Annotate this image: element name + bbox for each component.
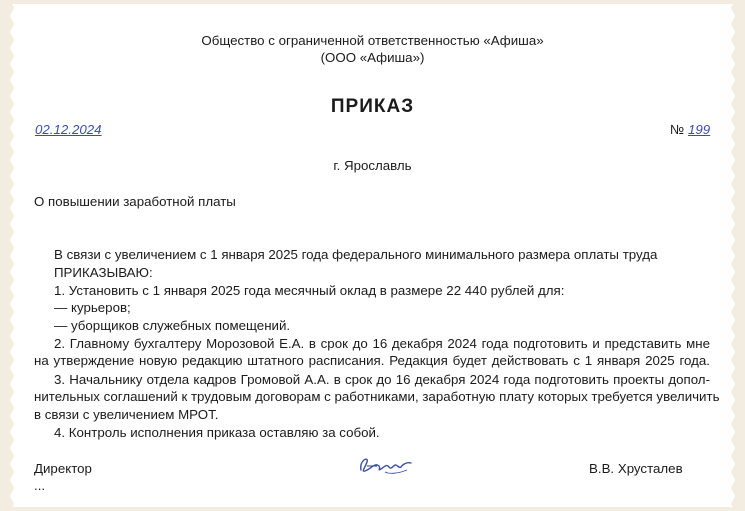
order-item-1-cleaners: — уборщиков служебных помещений. [54,318,291,333]
number-sign: № [670,122,685,137]
torn-edge-left [0,0,14,511]
order-item-3-line-1: 3. Начальнику отдела кадров Громовой А.А. в срок до 16 декабря 2024 года подготовить проекты допол- [54,372,710,387]
order-item-3-line-3: в связи с увеличением МРОТ. [34,407,219,422]
order-item-1-couriers: — курьеров; [54,300,131,315]
order-item-3-line-2: нительных соглашений к трудовым договорам с работниками, заработную плату которых требуется увеличить [34,389,720,404]
order-word: ПРИКАЗЫВАЮ: [54,265,153,280]
torn-edge-right [731,0,745,511]
order-item-4: 4. Контроль исполнения приказа оставляю за собой. [54,425,380,440]
document-subject: О повышении заработной платы [34,194,236,209]
organization-name: Общество с ограниченной ответственностью «Афиша» [201,33,544,48]
signer-name: В.В. Хрусталев [589,461,683,476]
signer-position: Директор [34,461,92,476]
document-number [670,121,710,138]
document-title: ПРИКАЗ [330,96,415,117]
document-city: г. Ярославль [333,158,412,173]
intro-paragraph: В связи с увеличением с 1 января 2025 года федерального минимального размера оплаты труда [54,247,658,262]
order-item-2-line-2: на утверждение новую редакцию штатного расписания. Редакция будет действовать с 1 января 2025 года. [34,353,710,368]
document-number-value: 199 [687,122,711,137]
handwritten-signature [355,452,417,478]
organization-short-name: (ООО «Афиша») [320,50,425,65]
document-date: 02.12.2024 [35,122,102,137]
order-item-2-line-1: 2. Главному бухгалтеру Морозовой Е.А. в срок до 16 декабря 2024 года подготовить и представить мне [54,336,710,351]
order-item-1: 1. Установить с 1 января 2025 года месячный оклад в размере 22 440 рублей для: [54,283,565,298]
continuation-mark: ... [34,478,46,493]
